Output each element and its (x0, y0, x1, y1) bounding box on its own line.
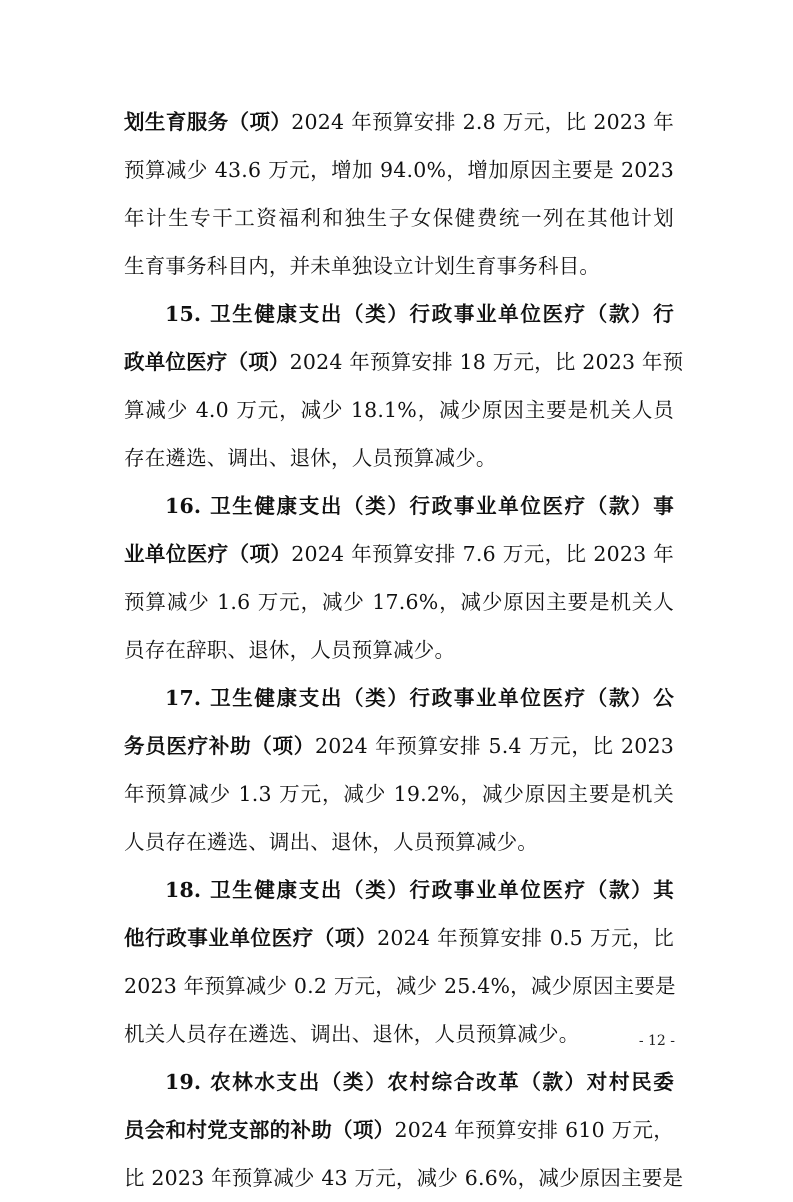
text-line (124, 482, 674, 530)
body-text: 年计生专干工资福利和独生子女保健费统一列在其他计划 (124, 206, 674, 230)
text-line (124, 1058, 674, 1106)
paragraph (124, 290, 684, 482)
page-number: - 12 - (638, 1033, 675, 1049)
body-text: 2024 年预算安排 0.5 万元，比 (377, 926, 675, 950)
text-line (124, 962, 674, 1010)
text-line (124, 98, 674, 146)
body-text: 2024 年预算安排 7.6 万元，比 2023 年 (291, 542, 674, 566)
text-line (124, 626, 674, 674)
body-text: 2024 年预算安排 5.4 万元，比 2023 (314, 734, 674, 758)
paragraph (124, 482, 674, 674)
body-text: 预算减少 1.6 万元，减少 17.6%，减少原因主要是机关人 (124, 590, 674, 614)
bold-text: 员会和村党支部的补助（项） (124, 1118, 395, 1142)
body-text: 2024 年预算安排 610 万元， (394, 1118, 674, 1142)
body-text: 存在遴选、调出、退休，人员预算减少。 (124, 446, 497, 470)
text-line (124, 674, 674, 722)
body-text: 比 2023 年预算减少 43 万元，减少 6.6%，减少原因主要是 (124, 1166, 684, 1190)
bold-text: 17. 卫生健康支出（类）行政事业单位医疗（款）公 (165, 686, 674, 710)
text-line (124, 914, 674, 962)
body-text: 员存在辞职、退休，人员预算减少。 (124, 638, 456, 662)
paragraph (124, 98, 674, 290)
text-line (124, 434, 674, 482)
bold-text: 他行政事业单位医疗（项） (124, 926, 378, 950)
text-line (124, 722, 674, 770)
bold-text: 15. 卫生健康支出（类）行政事业单位医疗（款）行 (165, 302, 674, 326)
bold-text: 务员医疗补助（项） (124, 734, 315, 758)
body-text: 2024 年预算安排 2.8 万元，比 2023 年 (291, 110, 674, 134)
text-line (124, 530, 674, 578)
text-line (124, 770, 674, 818)
body-text: 机关人员存在遴选、调出、退休，人员预算减少。 (124, 1022, 580, 1046)
text-line (124, 866, 674, 914)
body-text: 生育事务科目内，并未单独设立计划生育事务科目。 (124, 254, 601, 278)
body-text: 2024 年预算安排 18 万元，比 2023 年预 (289, 350, 684, 374)
text-line (124, 1010, 674, 1058)
paragraph (124, 1058, 684, 1202)
text-line (124, 242, 674, 290)
text-line (124, 194, 674, 242)
bold-text: 政单位医疗（项） (124, 350, 290, 374)
body-text: 人员存在遴选、调出、退休，人员预算减少。 (124, 830, 538, 854)
text-line (124, 818, 674, 866)
paragraph (124, 674, 674, 866)
bold-text: 19. 农林水支出（类）农村综合改革（款）对村民委 (165, 1070, 674, 1094)
document-body (124, 98, 684, 1202)
body-text: 年预算减少 1.3 万元，减少 19.2%，减少原因主要是机关 (124, 782, 674, 806)
text-line (124, 1106, 674, 1154)
text-line (124, 578, 674, 626)
text-line (124, 146, 674, 194)
text-line (124, 290, 674, 338)
text-line (124, 338, 684, 386)
paragraph (124, 866, 674, 1058)
bold-text: 业单位医疗（项） (124, 542, 292, 566)
bold-text: 16. 卫生健康支出（类）行政事业单位医疗（款）事 (165, 494, 674, 518)
text-line (124, 1154, 684, 1202)
text-line (124, 386, 674, 434)
bold-text: 划生育服务（项） (124, 110, 292, 134)
body-text: 预算减少 43.6 万元，增加 94.0%，增加原因主要是 2023 (124, 158, 674, 182)
body-text: 算减少 4.0 万元，减少 18.1%，减少原因主要是机关人员 (124, 398, 674, 422)
bold-text: 18. 卫生健康支出（类）行政事业单位医疗（款）其 (165, 878, 674, 902)
body-text: 2023 年预算减少 0.2 万元，减少 25.4%，减少原因主要是 (124, 974, 676, 998)
